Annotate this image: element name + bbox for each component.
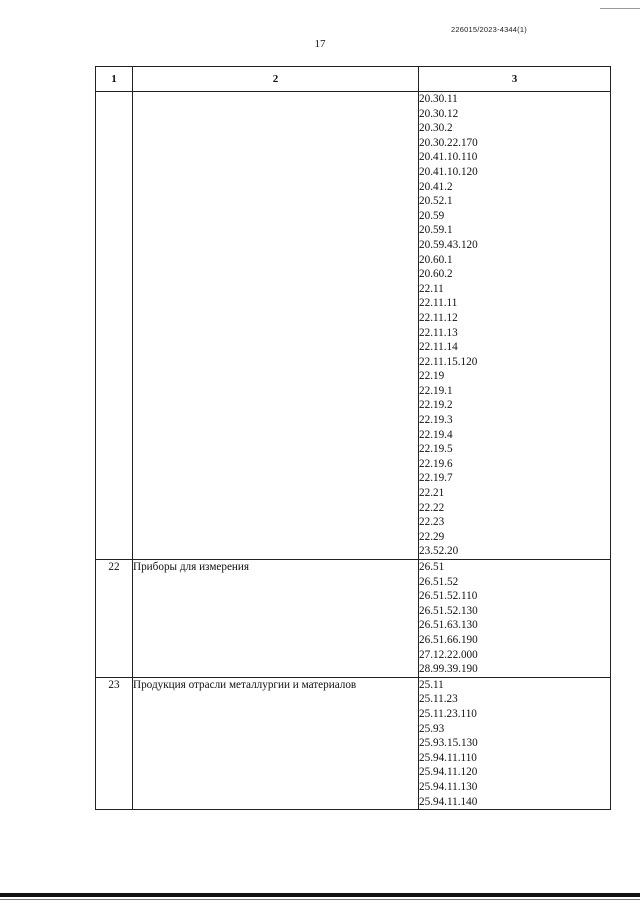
row-codes <box>419 92 611 560</box>
code-item: 20.30.22.170 <box>419 136 478 149</box>
code-item: 20.59.1 <box>419 224 453 237</box>
code-item: 25.93 <box>419 722 445 735</box>
code-item: 25.94.11.110 <box>419 751 477 764</box>
code-item: 22.11.11 <box>419 297 458 310</box>
code-item: 22.21 <box>419 487 445 500</box>
code-item: 26.51.63.130 <box>419 619 478 632</box>
code-item: 22.19.5 <box>419 443 453 456</box>
code-item: 28.99.39.190 <box>419 663 478 676</box>
table-header-row <box>96 67 611 92</box>
code-item: 20.30.11 <box>419 93 458 105</box>
code-item: 22.19.3 <box>419 414 453 427</box>
code-item: 25.11 <box>419 678 444 691</box>
code-item: 20.41.2 <box>419 180 453 193</box>
code-item: 26.51.52 <box>419 575 459 588</box>
code-item: 20.41.10.110 <box>419 151 478 164</box>
document-id: 226015/2023-4344(1) <box>451 25 527 34</box>
code-item: 22.11 <box>419 282 444 295</box>
code-item: 20.59 <box>419 209 445 222</box>
scan-edge-mark <box>600 8 640 9</box>
scan-bottom-border <box>0 893 640 897</box>
code-item: 20.60.2 <box>419 268 453 281</box>
code-item: 22.19.1 <box>419 384 453 397</box>
code-item: 20.30.12 <box>419 107 459 120</box>
row-codes <box>419 560 611 678</box>
code-item: 20.30.2 <box>419 122 453 135</box>
column-header: 1 <box>96 67 133 92</box>
code-item: 22.19.2 <box>419 399 453 412</box>
code-item: 20.52.1 <box>419 195 453 208</box>
table-row <box>96 560 611 678</box>
code-item: 22.19 <box>419 370 445 383</box>
code-item: 23.52.20 <box>419 545 459 558</box>
code-item: 22.19.6 <box>419 457 453 470</box>
code-item: 27.12.22.000 <box>419 648 478 661</box>
page-number: 17 <box>314 38 326 50</box>
row-codes <box>419 677 611 809</box>
row-number: 23 <box>96 677 133 809</box>
code-item: 25.11.23.110 <box>419 707 477 720</box>
code-item: 26.51 <box>419 561 445 573</box>
row-name: Приборы для измерения <box>133 560 419 678</box>
code-item: 20.41.10.120 <box>419 165 478 178</box>
codes-table <box>95 66 611 810</box>
code-item: 22.11.12 <box>419 311 458 324</box>
code-item: 25.94.11.120 <box>419 766 478 779</box>
code-item: 22.23 <box>419 516 445 529</box>
row-name: Продукция отрасли металлургии и материалов <box>133 677 419 809</box>
code-item: 26.51.66.190 <box>419 633 478 646</box>
code-item: 25.93.15.130 <box>419 737 478 750</box>
code-item: 25.11.23 <box>419 693 458 706</box>
code-item: 20.60.1 <box>419 253 453 266</box>
table-row <box>96 92 611 560</box>
code-item: 22.22 <box>419 501 445 514</box>
code-item: 22.19.7 <box>419 472 453 485</box>
code-item: 25.94.11.130 <box>419 780 478 793</box>
column-header: 3 <box>419 67 611 92</box>
code-item: 25.94.11.140 <box>419 795 478 808</box>
table-row <box>96 677 611 809</box>
code-item: 22.11.14 <box>419 341 458 354</box>
code-item: 22.19.4 <box>419 428 453 441</box>
scan-bottom-border-thin <box>0 899 640 900</box>
row-number: 22 <box>96 560 133 678</box>
code-item: 22.11.13 <box>419 326 458 339</box>
code-item: 20.59.43.120 <box>419 238 478 251</box>
row-name <box>133 92 419 560</box>
row-number <box>96 92 133 560</box>
column-header: 2 <box>133 67 419 92</box>
code-item: 22.29 <box>419 530 445 543</box>
code-item: 26.51.52.110 <box>419 590 478 603</box>
code-item: 22.11.15.120 <box>419 355 478 368</box>
code-item: 26.51.52.130 <box>419 604 478 617</box>
